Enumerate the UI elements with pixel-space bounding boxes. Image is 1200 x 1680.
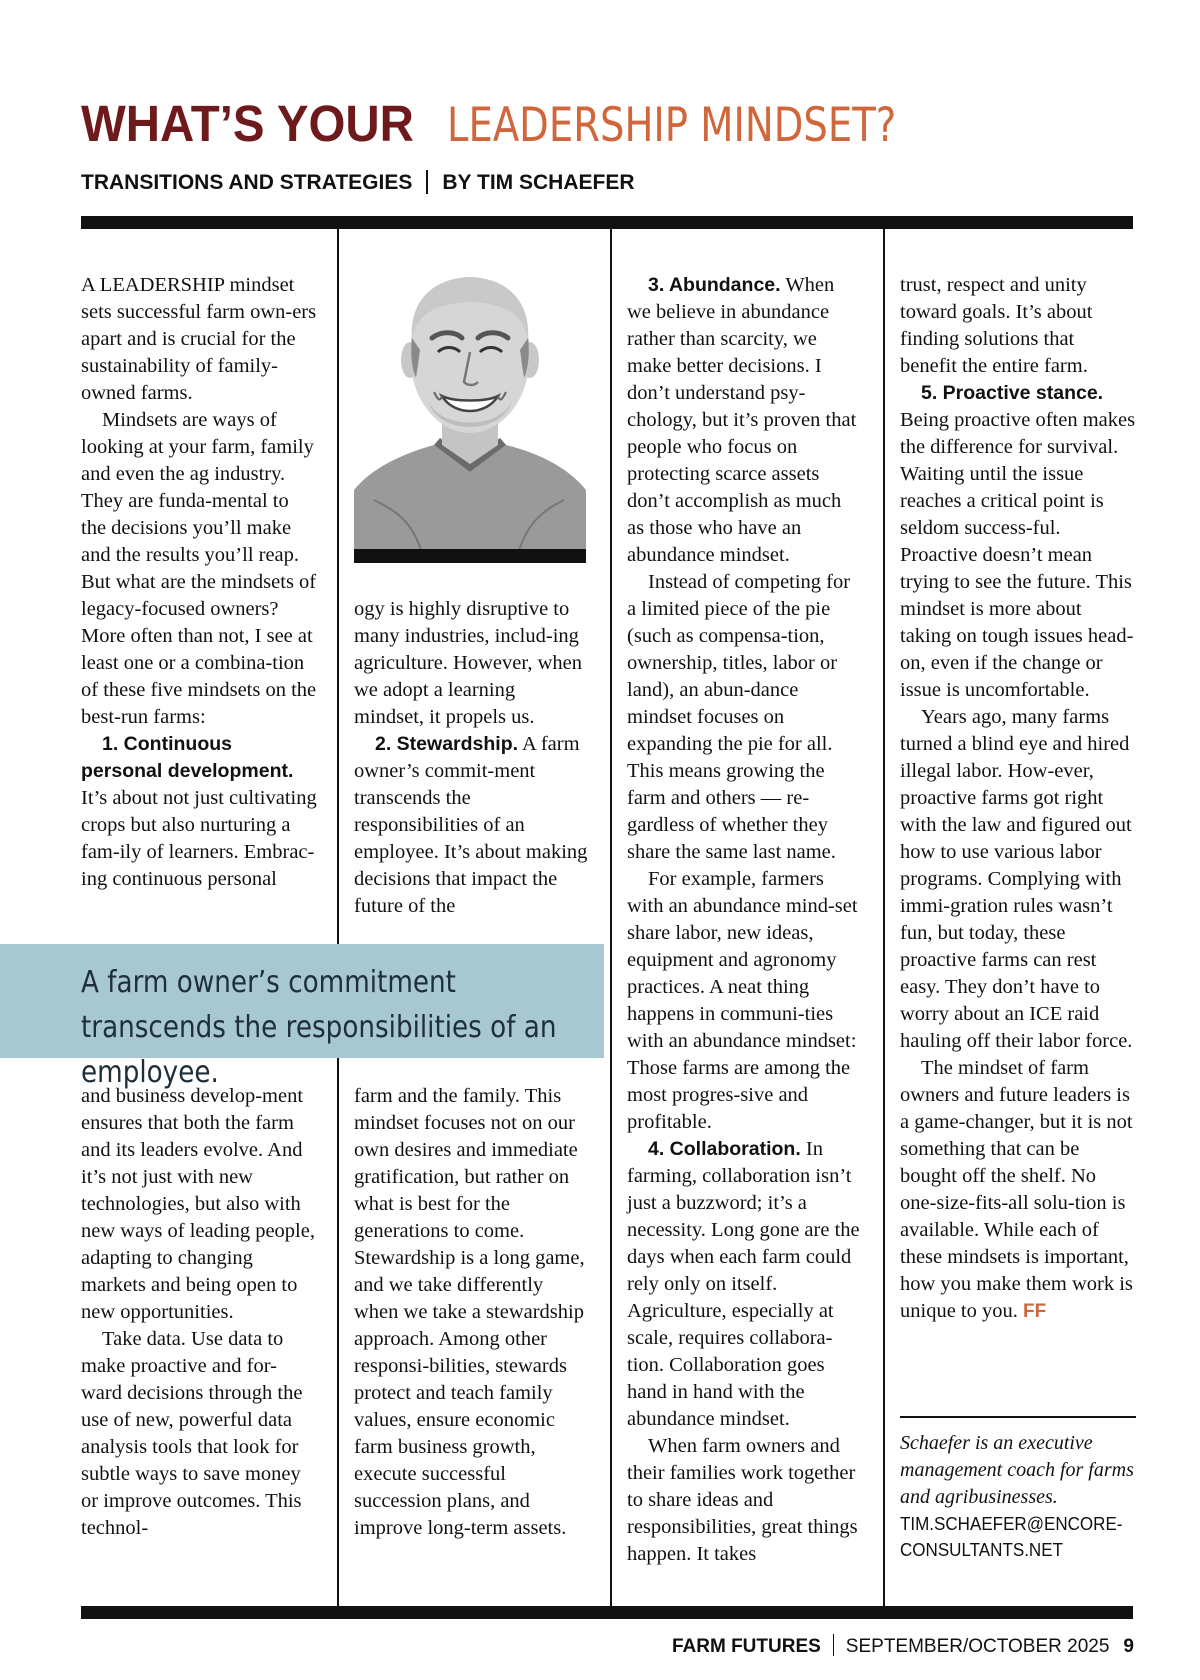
- page-number: 9: [1123, 1636, 1134, 1657]
- article-headline: [81, 95, 995, 153]
- paragraph-text: The mindset of farm owners and future leaders is a game-changer, but it is not something that can be bought off the shelf. No one-size-fits-all solu-tion is available. While each of these mindsets is important, how you make them work is unique to you.: [900, 1057, 1133, 1322]
- subhead: 5. Proactive stance.: [921, 382, 1104, 404]
- paragraph: [900, 380, 1136, 704]
- subhead: 2. Stewardship.: [375, 733, 519, 755]
- end-mark: FF: [1023, 1301, 1047, 1322]
- column-divider: [610, 229, 612, 1606]
- paragraph-text: It’s about not just cultivating crops but also nurturing a fam-ily of learners. Embrac-ing continuous personal: [81, 787, 317, 890]
- author-portrait: [354, 260, 586, 562]
- magazine-name: FARM FUTURES: [671, 1636, 821, 1657]
- article-deck: [81, 170, 635, 195]
- author-email[interactable]: TIM.SCHAEFER@ENCORE-CONSULTANTS.NET: [900, 1513, 1123, 1560]
- author-bio: [900, 1430, 1136, 1563]
- subhead: 1. Continuous personal development.: [81, 733, 294, 782]
- column-divider: [883, 229, 885, 1606]
- paragraph: For example, farmers with an abundance mind-set share labor, new ideas, equipment and agronomy practices. A neat thing happens in communi-ties with an abundance mindset: Those farms are among the most progres-sive and profitable.: [627, 868, 858, 1133]
- byline: BY TIM SCHAEFER: [442, 171, 635, 194]
- paragraph: and business develop-ment ensures that both the farm and its leaders evolve. And it’s not just with new technologies, but also with new ways of leading people, adapting to changing markets and being open to new opportunities.: [81, 1085, 315, 1323]
- column-2-top: [354, 596, 590, 920]
- subhead: 4. Collaboration.: [648, 1138, 801, 1160]
- pull-quote-text: A farm owner’s commitment transcends the responsibilities of an employee.: [81, 965, 557, 1090]
- issue-date: SEPTEMBER/OCTOBER 2025: [845, 1636, 1110, 1657]
- paragraph: [81, 731, 317, 893]
- subhead: 3. Abundance.: [648, 274, 781, 296]
- headline-light: LEADERSHIP MINDSET?: [446, 98, 897, 153]
- paragraph: [627, 1136, 863, 1433]
- paragraph-text: In farming, collaboration isn’t just a buzzword; it’s a necessity. Long gone are the days when each farm could rely only on itself. Agriculture, especially at scale, requires collabora-tion. Collaboration goes hand in hand with the abundance mindset.: [627, 1138, 860, 1430]
- column-4: [900, 272, 1136, 1325]
- paragraph: [900, 1055, 1136, 1325]
- paragraph-text: When we believe in abundance rather than scarcity, we make better decisions. I don’t understand psy-chology, but it’s proven that people who focus on protecting scarce assets don’t accomplish as much as those who have an abundance mindset.: [627, 274, 857, 566]
- paragraph: Instead of competing for a limited piece of the pie (such as compensa-tion, ownership, titles, labor or land), an abun-dance mindset focuses on expanding the pie for all. This means growing the farm and others — re-gardless of whether they share the same last name.: [627, 571, 851, 863]
- column-3: [627, 272, 863, 1568]
- paragraph: A LEADERSHIP mindset sets successful farm own-ers apart and is crucial for the sustainability of family-owned farms.: [81, 274, 317, 404]
- paragraph: [354, 731, 590, 920]
- photo-caption-bar: [354, 549, 586, 563]
- bottom-rule: [81, 1606, 1133, 1619]
- paragraph: ogy is highly disruptive to many industries, includ-ing agriculture. However, when we adopt a learning mindset, it propels us.: [354, 598, 583, 728]
- section-label: TRANSITIONS AND STRATEGIES: [81, 171, 413, 194]
- paragraph: trust, respect and unity toward goals. It’s about finding solutions that benefit the entire farm.: [900, 274, 1093, 377]
- column-1-bottom: [81, 1083, 317, 1542]
- page-footer: [672, 1634, 1134, 1658]
- bio-text: Schaefer is an executive management coach for farms and agribusinesses.: [900, 1432, 1134, 1508]
- column-1-top: [81, 272, 317, 893]
- paragraph: [627, 272, 863, 569]
- paragraph-text: Being proactive often makes the difference for survival. Waiting until the issue reaches a critical point is seldom success-ful. Proactive doesn’t mean trying to see the future. This mindset is more about taking on tough issues head-on, even if the change or issue is uncomfortable.: [900, 409, 1136, 701]
- paragraph-text: A farm owner’s commit-ment transcends the responsibilities of an employee. It’s about making decisions that impact the future of the: [354, 733, 588, 917]
- deck-divider: [426, 170, 428, 194]
- column-divider: [337, 1058, 339, 1606]
- paragraph: farm and the family. This mindset focuses not on our own desires and immediate gratification, but rather on what is best for the generations to come. Stewardship is a long game, and we take differently when we take a stewardship approach. Among other responsi-bilities, stewards protect and teach family values, ensure economic farm business growth, execute successful succession plans, and improve long-term assets.: [354, 1085, 585, 1539]
- top-rule: [81, 216, 1133, 229]
- paragraph: Years ago, many farms turned a blind eye and hired illegal labor. How-ever, proactive farms got right with the law and figured out how to use various labor programs. Complying with immi-gration rules wasn’t fun, but today, these proactive farms can rest easy. They don’t have to worry about an ICE raid hauling off their labor force.: [900, 706, 1133, 1052]
- paragraph: Take data. Use data to make proactive and for-ward decisions through the use of new, powerful data analysis tools that look for subtle ways to save money or improve outcomes. This technol-: [81, 1328, 303, 1539]
- paragraph: Mindsets are ways of looking at your farm, family and even the ag industry. They are funda-mental to the decisions you’ll make and the results you’ll reap. But what are the mindsets of legacy-focused owners? More often than not, I see at least one or a combina-tion of these five mindsets on the best-run farms:: [81, 409, 317, 728]
- paragraph: When farm owners and their families work together to share ideas and responsibilities, great things happen. It takes: [627, 1435, 858, 1565]
- column-2-bottom: [354, 1083, 590, 1542]
- column-divider: [337, 229, 339, 944]
- bio-rule: [900, 1416, 1136, 1418]
- pull-quote: [0, 944, 604, 1090]
- footer-divider: [833, 1634, 834, 1656]
- headline-bold: WHAT’S YOUR: [81, 95, 414, 152]
